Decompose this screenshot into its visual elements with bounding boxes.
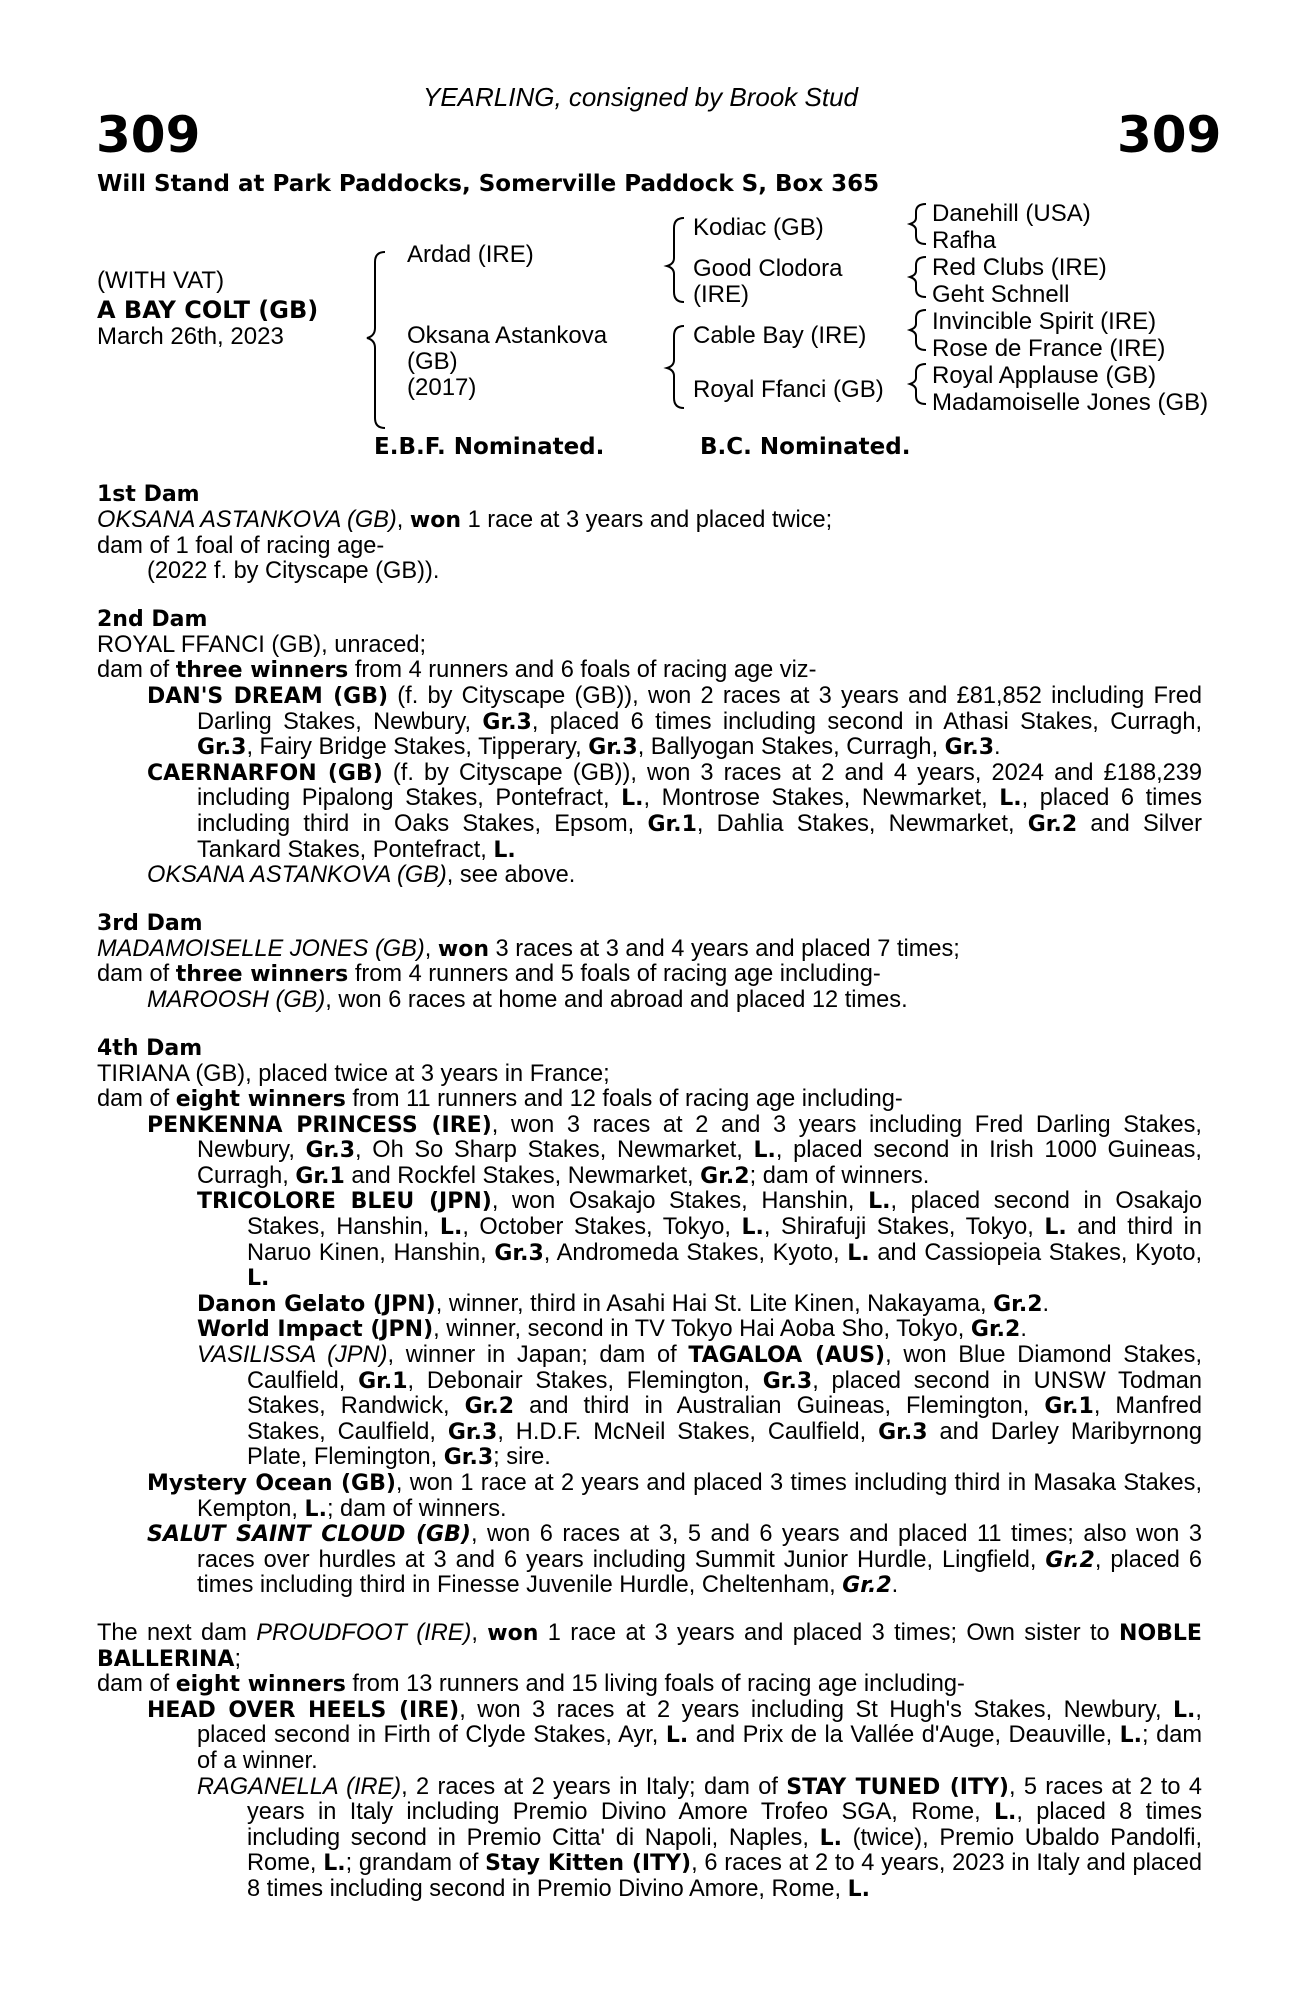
section-heading: 3rd Dam [97,910,203,936]
dam-summary: OKSANA ASTANKOVA (GB), won 1 race at 3 years and placed twice; [97,507,833,533]
g3-2: Rafha [932,227,997,254]
produce-entry: RAGANELLA (IRE), 2 races at 2 years in Italy; dam of STAY TUNED (ITY), 5 races at 2 to 4 years in Italy including Premio Divino Amore Trofeo SGA, Rome, L., placed 8 times including second in Premio Citta' di Napoli, Naples, L. (twice), Premio Ubaldo Pandolfi, Rome, L.; grandam of Stay Kitten (ITY), 6 races at 2 to 4 years, 2023 in Italy and placed 8 times including second in Premio Divino Amore, Rome, L. [197,1773,1203,1902]
stabling-line: Will Stand at Park Paddocks, Somerville Paddock S, Box 365 [97,171,880,197]
produce-summary: dam of three winners from 4 runners and 6 foals of racing age viz- [97,657,817,684]
section-heading: 1st Dam [97,482,200,507]
produce-entry: HEAD OVER HEELS (IRE), won 3 races at 2 years including St Hugh's Stakes, Newbury, L., placed second in Firth of Clyde Stakes, Ayr, L. and Prix de la Vallée d'Auge, Deauville, L.; dam of a winner. [147,1696,1202,1774]
next-dam-section [97,1621,1202,1903]
dam-summary: MADAMOISELLE JONES (GB), won 3 races at 3 and 4 years and placed 7 times; [97,935,960,962]
produce-entry: DAN'S DREAM (GB) (f. by Cityscape (GB)), won 2 races at 3 years and £81,852 including Fred Darling Stakes, Newbury, Gr.3, placed 6 times including second in Athasi Stakes, Curragh, Gr.3, Fairy Bridge Stakes, Tipperary, Gr.3, Ballyogan Stakes, Curragh, Gr.3. [147,682,1202,761]
produce-entry: MAROOSH (GB), won 6 races at home and abroad and placed 12 times. [147,986,908,1013]
lot-number-left: 309 [96,106,201,164]
dam-line-2: (GB) [407,348,458,375]
produce-summary: dam of three winners from 4 runners and 5 foals of racing age including- [97,961,881,988]
produce-entry: CAERNARFON (GB) (f. by Cityscape (GB)), won 3 races at 2 and 4 years, 2024 and £188,239 including Pipalong Stakes, Pontefract, L., Montrose Stakes, Newmarket, L., placed 6 times including third in Oaks Stakes, Epsom, Gr.1, Dahlia Stakes, Newmarket, Gr.2 and Silver Tankard Stakes, Pontefract, L. [147,759,1202,863]
first-dam-section [97,482,1202,585]
produce-entry: (2022 f. by Cityscape (GB)). [147,558,440,585]
catalogue-body [97,482,1202,1903]
g3-4: Geht Schnell [932,281,1070,308]
dam-summary: The next dam PROUDFOOT (IRE), won 1 race at 3 years and placed 3 times; Own sister to NOBLE BALLERINA; [97,1619,1202,1672]
produce-entry: Mystery Ocean (GB), won 1 race at 2 years and placed 3 times including third in Masaka Stakes, Kempton, L.; dam of winners. [147,1470,1202,1522]
g3-6: Rose de France (IRE) [932,335,1166,362]
g3-5: Invincible Spirit (IRE) [932,308,1157,335]
dam-summary: ROYAL FFANCI (GB), unraced; [97,631,427,658]
produce-entry: TRICOLORE BLEU (JPN), won Osakajo Stakes, Hanshin, L., placed second in Osakajo Stakes, Hanshin, L., October Stakes, Tokyo, L., Shirafuji Stakes, Tokyo, L. and third in Naruo Kinen, Hanshin, Gr.3, Andromeda Stakes, Kyoto, L. and Cassiopeia Stakes, Kyoto, L. [197,1188,1203,1292]
dam-line-1: Oksana Astankova [407,322,608,349]
sire-dam-line-2: (IRE) [693,281,749,308]
consignment-line: YEARLING, consigned by Brook Stud [423,82,859,112]
dam-summary: TIRIANA (GB), placed twice at 3 years in France; [97,1060,610,1087]
produce-summary: dam of eight winners from 13 runners and 15 living foals of racing age including- [97,1671,965,1698]
section-heading: 4th Dam [97,1035,203,1061]
foaling-date: March 26th, 2023 [97,323,284,350]
second-dam-section [97,607,1202,889]
sire-sire: Kodiac (GB) [693,214,824,241]
g3-7: Royal Applause (GB) [932,362,1157,389]
section-heading: 2nd Dam [97,606,208,632]
sire-dam-line-1: Good Clodora [693,255,843,282]
produce-entry: World Impact (JPN), winner, second in TV Tokyo Hai Aoba Sho, Tokyo, Gr.2. [197,1316,1027,1343]
bc-nomination: B.C. Nominated. [700,434,911,460]
produce-summary: dam of eight winners from 11 runners and 12 foals of racing age including- [97,1086,903,1113]
produce-entry: VASILISSA (JPN), winner in Japan; dam of TAGALOA (AUS), won Blue Diamond Stakes, Caulfield, Gr.1, Debonair Stakes, Flemington, Gr.3, placed second in UNSW Todman Stakes, Randwick, Gr.2 and third in Australian Guineas, Flemington, Gr.1, Manfred Stakes, Caulfield, Gr.3, H.D.F. McNeil Stakes, Caulfield, Gr.3 and Darley Maribyrnong Plate, Flemington, Gr.3; sire. [197,1342,1202,1471]
produce-entry: OKSANA ASTANKOVA (GB), see above. [147,862,576,889]
g3-1: Danehill (USA) [932,200,1091,227]
vat-note: (WITH VAT) [97,267,225,294]
dam-line-3: (2017) [407,374,477,401]
produce-summary: dam of 1 foal of racing age- [97,532,385,559]
third-dam-section [97,911,1202,1014]
dam-dam: Royal Ffanci (GB) [693,376,884,403]
ebf-nomination: E.B.F. Nominated. [374,434,605,460]
g3-8: Madamoiselle Jones (GB) [932,389,1209,416]
produce-entry: SALUT SAINT CLOUD (GB), won 6 races at 3, 5 and 6 years and placed 11 times; also won 3 races over hurdles at 3 and 6 years including Summit Junior Hurdle, Lingfield, Gr.2, placed 6 times including third in Finesse Juvenile Hurdle, Cheltenham, Gr.2. [147,1521,1203,1599]
produce-entry: Danon Gelato (JPN), winner, third in Asahi Hai St. Lite Kinen, Nakayama, Gr.2. [197,1290,1050,1317]
g3-3: Red Clubs (IRE) [932,254,1107,281]
lot-number-right: 309 [1117,106,1222,164]
fourth-dam-section [97,1036,1202,1599]
horse-name: A BAY COLT (GB) [97,296,319,324]
sire: Ardad (IRE) [407,241,534,268]
produce-entry: PENKENNA PRINCESS (IRE), won 3 races at 2 and 3 years including Fred Darling Stakes, Newbury, Gr.3, Oh So Sharp Stakes, Newmarket, L., placed second in Irish 1000 Guineas, Curragh, Gr.1 and Rockfel Stakes, Newmarket, Gr.2; dam of winners. [147,1111,1202,1189]
dam-sire: Cable Bay (IRE) [693,322,867,349]
